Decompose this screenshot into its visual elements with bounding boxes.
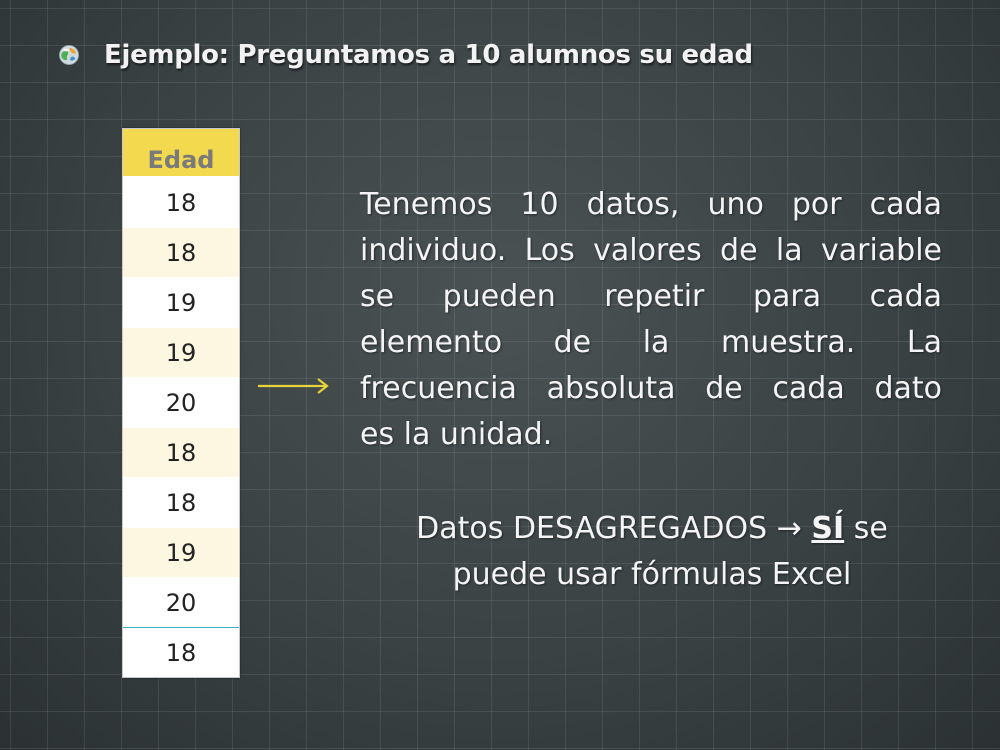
- table-header: Edad: [123, 129, 239, 177]
- summary-arrow-icon: →: [776, 511, 802, 546]
- table-row: 18: [123, 177, 239, 227]
- globe-icon: [58, 44, 80, 66]
- paragraph-line: Tenemos 10 datos, uno por cada: [360, 187, 942, 222]
- summary-line-1: [360, 506, 944, 552]
- paragraph-line: se pueden repetir para cada: [360, 279, 942, 314]
- summary-emphasis: SÍ: [811, 511, 845, 546]
- right-arrow-icon: [256, 376, 332, 396]
- table-row: 18: [123, 427, 239, 477]
- summary-text: [360, 506, 944, 598]
- paragraph-line: individuo. Los valores de la variable: [360, 233, 942, 268]
- table-row: 19: [123, 327, 239, 377]
- slide-title: Ejemplo: Preguntamos a 10 alumnos su edad: [104, 40, 753, 70]
- summary-prefix: Datos DESAGREGADOS: [416, 511, 768, 546]
- age-table: [122, 128, 240, 678]
- table-row: 19: [123, 277, 239, 327]
- explanation-paragraph: [360, 182, 942, 458]
- table-row: 20: [123, 377, 239, 427]
- summary-suffix: se: [853, 511, 888, 546]
- bullet-row: [58, 40, 753, 70]
- table-row: 19: [123, 527, 239, 577]
- table-row: 18: [123, 627, 239, 677]
- summary-line-2: puede usar fórmulas Excel: [452, 557, 852, 592]
- paragraph-line: es la unidad.: [360, 417, 553, 452]
- paragraph-line: frecuencia absoluta de cada dato: [360, 371, 942, 406]
- table-row: 20: [123, 577, 239, 627]
- paragraph-line: elemento de la muestra. La: [360, 325, 942, 360]
- table-row: 18: [123, 227, 239, 277]
- table-row: 18: [123, 477, 239, 527]
